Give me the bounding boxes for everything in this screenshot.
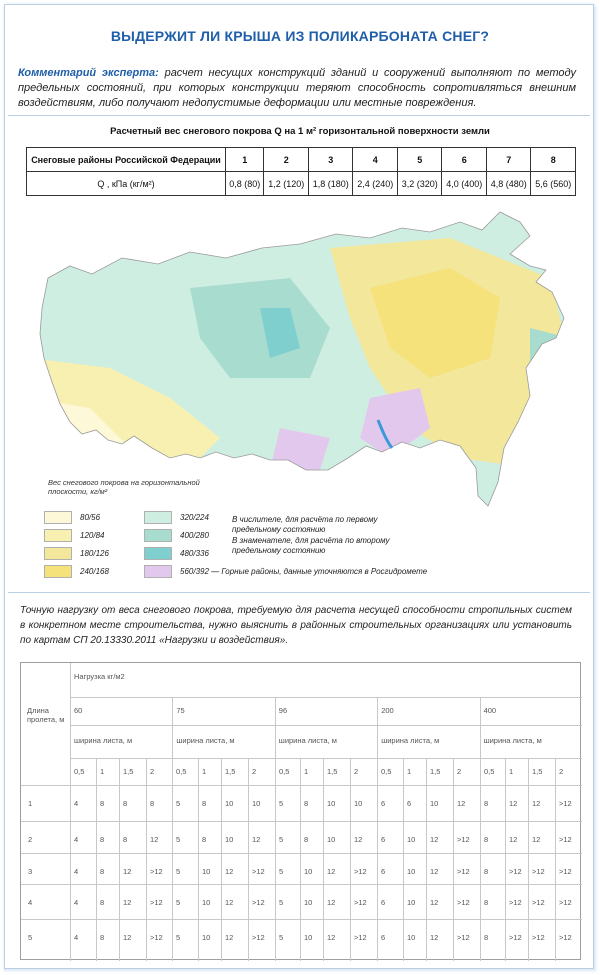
- load-header: Нагрузка кг/м2: [74, 672, 125, 681]
- table-cell: >12: [457, 867, 470, 876]
- table-cell: 8: [304, 799, 309, 808]
- table-cell: >12: [252, 867, 265, 876]
- table-cell: 12: [430, 867, 439, 876]
- legend-label: 400/280: [180, 531, 209, 540]
- table-cell: 10: [202, 898, 211, 907]
- sheet-width-label: ширина листа, м: [74, 736, 133, 745]
- table-cell: 5: [279, 835, 284, 844]
- table-cell: 8: [100, 799, 105, 808]
- table-cell: 12: [532, 799, 541, 808]
- width-value: 1,5: [327, 767, 338, 776]
- value-cell: 1,2 (120): [264, 172, 309, 196]
- table-cell: 8: [484, 867, 489, 876]
- width-value: 1,5: [123, 767, 134, 776]
- table-grid-line: [300, 758, 301, 961]
- table-cell: 5: [279, 898, 284, 907]
- region-cell: 4: [353, 148, 398, 172]
- load-value: 60: [74, 706, 83, 715]
- legend-swatch: [144, 511, 172, 524]
- width-value: 1: [509, 767, 514, 776]
- table-cell: 12: [509, 835, 518, 844]
- table-cell: 10: [327, 799, 336, 808]
- table-cell: >12: [532, 867, 545, 876]
- table-cell: 8: [484, 933, 489, 942]
- table-cell: >12: [354, 898, 367, 907]
- table-cell: >12: [354, 867, 367, 876]
- table-cell: 12: [327, 867, 336, 876]
- table-grid-line: [119, 758, 120, 961]
- width-value: 1: [202, 767, 207, 776]
- legend-note-denominator: В знаменателе, для расчёта по второму предельному состоянию: [232, 536, 390, 555]
- table-cell: >12: [532, 933, 545, 942]
- table-cell: 4: [74, 835, 79, 844]
- table-grid-line: [146, 758, 147, 961]
- legend-swatch: [44, 529, 72, 542]
- table-cell: 5: [176, 867, 181, 876]
- table-grid-line: [453, 758, 454, 961]
- table-grid-line: [21, 821, 582, 822]
- legend-label: 240/168: [80, 567, 109, 576]
- region-cell: 7: [486, 148, 531, 172]
- width-value: 0,5: [381, 767, 392, 776]
- span-value: 3: [28, 867, 33, 876]
- value-cell: 4,0 (400): [442, 172, 487, 196]
- table-grid-line: [480, 697, 481, 961]
- table-cell: 4: [74, 933, 79, 942]
- legend-item: [44, 529, 104, 542]
- width-value: 0,5: [484, 767, 495, 776]
- table-cell: 8: [484, 835, 489, 844]
- legend-label: 480/336: [180, 549, 209, 558]
- table-cell: 12: [327, 898, 336, 907]
- table-cell: 12: [123, 933, 132, 942]
- table-cell: >12: [559, 898, 572, 907]
- table-cell: 10: [430, 799, 439, 808]
- sheet-width-label: ширина листа, м: [483, 736, 542, 745]
- table-grid-line: [248, 758, 249, 961]
- table-cell: >12: [509, 867, 522, 876]
- table-cell: >12: [559, 799, 572, 808]
- table-grid-line: [96, 758, 97, 961]
- snow-load-table: [26, 147, 576, 196]
- table-cell: 8: [123, 799, 128, 808]
- table-grid-line: [377, 697, 378, 961]
- region-cell: 2: [264, 148, 309, 172]
- table-grid-line: [403, 758, 404, 961]
- table-cell: 10: [407, 898, 416, 907]
- load-value: 96: [278, 706, 288, 715]
- table-cell: 10: [304, 898, 313, 907]
- legend-item: [44, 565, 109, 578]
- value-cell: 5,6 (560): [531, 172, 576, 196]
- value-cell: 0,8 (80): [226, 172, 264, 196]
- table-cell: 6: [381, 898, 386, 907]
- table-cell: >12: [559, 933, 572, 942]
- table-cell: >12: [150, 867, 163, 876]
- row-label: Снеговые районы Российской Федерации: [27, 148, 226, 172]
- legend-swatch: [144, 529, 172, 542]
- table-cell: 5: [279, 799, 284, 808]
- value-cell: 4,8 (480): [486, 172, 531, 196]
- table-cell: 5: [279, 933, 284, 942]
- table-cell: 12: [225, 933, 234, 942]
- table-cell: 12: [532, 835, 541, 844]
- table-cell: 12: [509, 799, 518, 808]
- expert-comment: [18, 66, 576, 111]
- span-value: 4: [28, 898, 33, 907]
- table-cell: 12: [430, 898, 439, 907]
- table-cell: 8: [100, 933, 105, 942]
- table-cell: 8: [123, 835, 128, 844]
- table-cell: 12: [354, 835, 363, 844]
- table-grid-line: [426, 758, 427, 961]
- width-value: 2: [354, 767, 359, 776]
- table-cell: 10: [407, 933, 416, 942]
- table-grid-line: [350, 758, 351, 961]
- table-grid-line: [21, 884, 582, 885]
- legend-title: Вес снегового покрова на горизонтальной плоскости, кг/м²: [48, 478, 200, 496]
- table-cell: 8: [100, 867, 105, 876]
- legend-swatch: [44, 547, 72, 560]
- legend-item: [144, 511, 209, 524]
- load-value: 200: [381, 706, 394, 715]
- table-cell: 8: [484, 898, 489, 907]
- width-value: 0,5: [176, 767, 187, 776]
- region-cell: 8: [531, 148, 576, 172]
- table-row: [27, 148, 576, 172]
- width-value: 2: [559, 767, 564, 776]
- table-cell: >12: [509, 933, 522, 942]
- table-cell: 6: [407, 799, 412, 808]
- value-cell: 2,4 (240): [353, 172, 398, 196]
- table-cell: 10: [225, 835, 234, 844]
- span-value: 1: [28, 799, 33, 808]
- region-cell: 5: [397, 148, 442, 172]
- load-value: 75: [176, 706, 185, 715]
- table-cell: 10: [304, 933, 313, 942]
- table-grid-line: [70, 725, 582, 726]
- width-value: 1: [100, 767, 105, 776]
- table-cell: 8: [100, 835, 105, 844]
- value-cell: 3,2 (320): [397, 172, 442, 196]
- divider: [8, 592, 590, 593]
- width-value: 1,5: [225, 767, 236, 776]
- table-grid-line: [275, 697, 276, 961]
- legend-label: 180/126: [80, 549, 109, 558]
- table-cell: 5: [279, 867, 284, 876]
- load-value: 400: [483, 706, 497, 715]
- legend-label: 320/224: [180, 513, 209, 522]
- table-grid-line: [70, 663, 71, 961]
- legend-item: [44, 547, 109, 560]
- table-cell: >12: [252, 933, 265, 942]
- table-cell: 6: [381, 933, 386, 942]
- table-cell: 8: [150, 799, 155, 808]
- table-cell: >12: [150, 898, 163, 907]
- table-cell: 5: [176, 933, 181, 942]
- table-cell: >12: [457, 898, 470, 907]
- table-grid-line: [221, 758, 222, 961]
- load-paragraph: Точную нагрузку от веса снегового покрова, требуемую для расчета несущей способности стропильных систем в конкретном месте строительства, нужно выяснить в районных строительных организациях или установить по картам СП 20.13330.2011 «Нагрузки и воздействия».: [20, 605, 572, 646]
- table-grid-line: [21, 853, 582, 854]
- table-cell: 6: [381, 835, 386, 844]
- table-cell: >12: [559, 867, 572, 876]
- table-cell: 12: [430, 933, 439, 942]
- table-cell: 8: [484, 799, 489, 808]
- table-cell: 10: [407, 835, 416, 844]
- legend-swatch: [144, 547, 172, 560]
- width-value: 2: [252, 767, 257, 776]
- table-grid-line: [198, 758, 199, 961]
- table-cell: >12: [457, 933, 470, 942]
- table-cell: >12: [559, 835, 572, 844]
- table-cell: 10: [252, 799, 261, 808]
- table-cell: 10: [225, 799, 234, 808]
- width-value: 0,5: [279, 767, 290, 776]
- legend-item: [44, 511, 100, 524]
- region-cell: 3: [308, 148, 353, 172]
- region-cell: 1: [226, 148, 264, 172]
- table-cell: 10: [304, 867, 313, 876]
- sheet-width-label: ширина листа, м: [176, 736, 235, 745]
- table-cell: 10: [202, 867, 211, 876]
- snow-table-title: Расчетный вес снегового покрова Q на 1 м² горизонтальной поверхности земли: [110, 126, 490, 137]
- row-label: Q , кПа (кг/м²): [27, 172, 226, 196]
- table-grid-line: [505, 758, 506, 961]
- sheet-width-label: ширина листа, м: [278, 736, 337, 745]
- legend-label: 80/56: [80, 513, 101, 522]
- legend-swatch: [44, 511, 72, 524]
- table-cell: >12: [150, 933, 163, 942]
- width-value: 1: [304, 767, 309, 776]
- table-cell: 4: [74, 799, 79, 808]
- legend-swatch: [144, 565, 172, 578]
- polycarbonate-load-table: [20, 662, 581, 960]
- table-cell: 12: [327, 933, 336, 942]
- table-cell: 12: [150, 835, 159, 844]
- table-grid-line: [21, 785, 582, 786]
- table-cell: 12: [457, 799, 466, 808]
- table-cell: 8: [202, 799, 207, 808]
- span-value: 5: [28, 933, 33, 942]
- table-grid-line: [528, 758, 529, 961]
- legend-item: [144, 565, 427, 578]
- comment-label: Комментарий эксперта:: [18, 67, 159, 79]
- table-cell: 4: [74, 867, 79, 876]
- article-title: ВЫДЕРЖИТ ЛИ КРЫША ИЗ ПОЛИКАРБОНАТА СНЕГ?: [110, 28, 490, 44]
- sheet-width-label: ширина листа, м: [381, 736, 440, 745]
- table-cell: 5: [176, 898, 181, 907]
- table-cell: 5: [176, 799, 181, 808]
- legend-swatch: [44, 565, 72, 578]
- table-cell: 12: [252, 835, 261, 844]
- table-cell: 10: [354, 799, 363, 808]
- table-cell: 12: [225, 898, 234, 907]
- width-value: 2: [150, 767, 155, 776]
- table-grid-line: [323, 758, 324, 961]
- table-cell: >12: [457, 835, 470, 844]
- table-grid-line: [21, 919, 582, 920]
- table-cell: >12: [532, 898, 545, 907]
- table-cell: 6: [381, 867, 386, 876]
- width-value: 1: [407, 767, 412, 776]
- table-cell: >12: [354, 933, 367, 942]
- frame-shadow: [4, 969, 596, 973]
- table-cell: 10: [327, 835, 336, 844]
- legend-label: 120/84: [80, 531, 105, 540]
- table-cell: 12: [123, 898, 132, 907]
- legend-label: 560/392 — Горные районы, данные уточняются в Росгидромете: [180, 567, 428, 576]
- legend-note-numerator: В числителе, для расчёта по первому предельному состоянию: [232, 515, 378, 534]
- width-value: 2: [457, 767, 462, 776]
- comment-text: расчет несущих конструкций зданий и сооружений выполняют по методу предельных состояний, при которых конструкции теряют способность сопротивляться внешним воздействиям, либо получают недопустимые деформации или местные повреждения.: [18, 67, 577, 109]
- table-cell: 4: [74, 898, 79, 907]
- width-value: 0,5: [74, 767, 85, 776]
- table-cell: 12: [225, 867, 234, 876]
- region-cell: 6: [442, 148, 487, 172]
- value-cell: 1,8 (180): [308, 172, 353, 196]
- table-cell: 8: [100, 898, 105, 907]
- table-cell: 8: [304, 835, 309, 844]
- table-cell: 6: [381, 799, 386, 808]
- table-cell: 10: [202, 933, 211, 942]
- divider: [8, 115, 590, 116]
- table-cell: 8: [202, 835, 207, 844]
- table-grid-line: [70, 697, 582, 698]
- legend-item: [144, 529, 209, 542]
- width-value: 1,5: [430, 767, 441, 776]
- span-value: 2: [28, 835, 33, 844]
- table-cell: >12: [509, 898, 522, 907]
- legend-item: [144, 547, 209, 560]
- table-grid-line: [555, 758, 556, 961]
- table-cell: >12: [252, 898, 265, 907]
- table-cell: 10: [407, 867, 416, 876]
- table-cell: 5: [176, 835, 181, 844]
- table-row: [27, 172, 576, 196]
- table-grid-line: [172, 697, 173, 961]
- table-cell: 12: [123, 867, 132, 876]
- table-cell: 12: [430, 835, 439, 844]
- width-value: 1,5: [532, 767, 543, 776]
- span-header: Длина пролета, м: [27, 706, 65, 724]
